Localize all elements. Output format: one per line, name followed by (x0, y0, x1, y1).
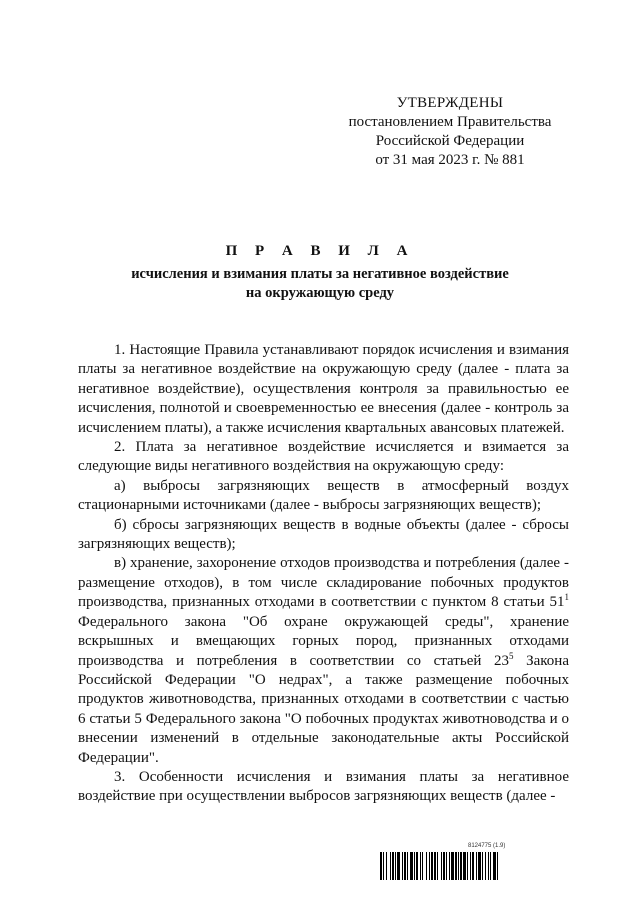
document-body (78, 341, 569, 807)
barcode (380, 852, 570, 880)
paragraph-2a: а) выбросы загрязняющих веществ в атмосферный воздух стационарными источниками (далее - выбросы загрязняющих веществ); (78, 477, 569, 514)
document-subtitle (90, 265, 550, 303)
barcode-area (380, 843, 570, 883)
approval-block (330, 94, 570, 170)
superscript-5: 5 (509, 650, 514, 661)
paragraph-2c-part-1: в) хранение, захоронение отходов производства и потребления (далее - размещение отходов), в том числе складирование побочных продуктов производства, признанных отходами в соответствии с пунктом 8 статьи 51 (78, 555, 569, 611)
barcode-caption: 8124775 (1.9) (468, 843, 506, 849)
approval-line-decree: постановлением Правительства (348, 114, 552, 130)
paragraph-2b: б) сбросы загрязняющих веществ в водные объекты (далее - сбросы загрязняющих веществ); (78, 516, 569, 553)
approval-line-federation: Российской Федерации (375, 133, 525, 149)
superscript-1: 1 (564, 592, 569, 603)
document-title: П Р А В И Л А (225, 243, 415, 259)
paragraph-2c-part-3: Закона Российской Федерации "О недрах", а также размещение побочных продуктов животноводства, признанных отходами в соответствии с частью 6 статьи 5 Федерального закона "О побочных продуктах животноводства и о внесении изменений в отдельные законодательные акты Российской Федерации". (78, 652, 569, 766)
approval-heading: УТВЕРЖДЕНЫ (396, 95, 504, 111)
paragraph-2: 2. Плата за негативное воздействие исчисляется и взимается за следующие виды негативного воздействия на окружающую среду: (78, 439, 569, 475)
subtitle-line-2: на окружающую среду (245, 285, 395, 301)
approval-line-date: от 31 мая 2023 г. № 881 (375, 152, 525, 168)
paragraph-2c-part-2: Федерального закона "Об охране окружающей среды", хранение вскрышных и вмещающих горных пород, признанных отходами производства и потребления в соответствии со статьей 23 (78, 613, 569, 669)
paragraph-3: 3. Особенности исчисления и взимания платы за негативное воздействие при осуществлении выбросов загрязняющих веществ (далее - (78, 768, 569, 805)
paragraph-1: 1. Настоящие Правила устанавливают порядок исчисления и взимания платы за негативное воздействие на окружающую среду (далее - плата за негативное воздействие), осуществления контроля за правильностью ее исчисления, полнотой и своевременностью ее внесения (далее - контроль за исчислением платы), а также исчисления квартальных авансовых платежей. (78, 342, 569, 436)
paragraph-2c (78, 554, 569, 767)
subtitle-line-1: исчисления и взимания платы за негативное воздействие (131, 266, 509, 282)
